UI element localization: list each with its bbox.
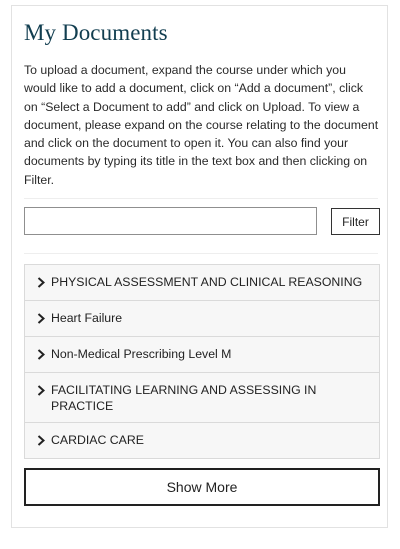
filter-button[interactable]: Filter: [331, 208, 380, 235]
course-list: [24, 264, 380, 458]
course-label: PHYSICAL ASSESSMENT AND CLINICAL REASONING: [51, 275, 363, 289]
course-item-non-medical-prescribing[interactable]: [24, 336, 380, 373]
chevron-right-icon: [35, 383, 47, 397]
course-item-heart-failure[interactable]: [24, 300, 380, 337]
instructions-text: To upload a document, expand the course under which you would like to add a document, click on “Add a document”, click on “Select a Document to add” and click on Upload. To view a document, please expand on the course relating to the document and click on the document to open it. You can also find your documents by typing its title in the text box and then clicking on Filter.: [24, 63, 379, 187]
chevron-right-icon: [35, 311, 47, 325]
page-title: My Documents: [24, 20, 168, 45]
course-item-facilitating-learning[interactable]: [24, 372, 380, 423]
divider: [24, 253, 378, 254]
filter-input[interactable]: [24, 207, 317, 235]
course-label: Heart Failure: [51, 311, 123, 325]
divider: [24, 198, 378, 199]
course-label: FACILITATING LEARNING AND ASSESSING IN PRACTICE: [51, 383, 317, 413]
course-label: CARDIAC CARE: [51, 433, 144, 447]
chevron-right-icon: [35, 433, 47, 447]
my-documents-panel: [11, 5, 388, 528]
show-more-button[interactable]: Show More: [24, 468, 380, 506]
chevron-right-icon: [35, 347, 47, 361]
course-item-cardiac-care[interactable]: [24, 422, 380, 459]
course-label: Non-Medical Prescribing Level M: [51, 347, 232, 361]
course-item-physical-assessment[interactable]: [24, 264, 380, 301]
chevron-right-icon: [35, 275, 47, 289]
